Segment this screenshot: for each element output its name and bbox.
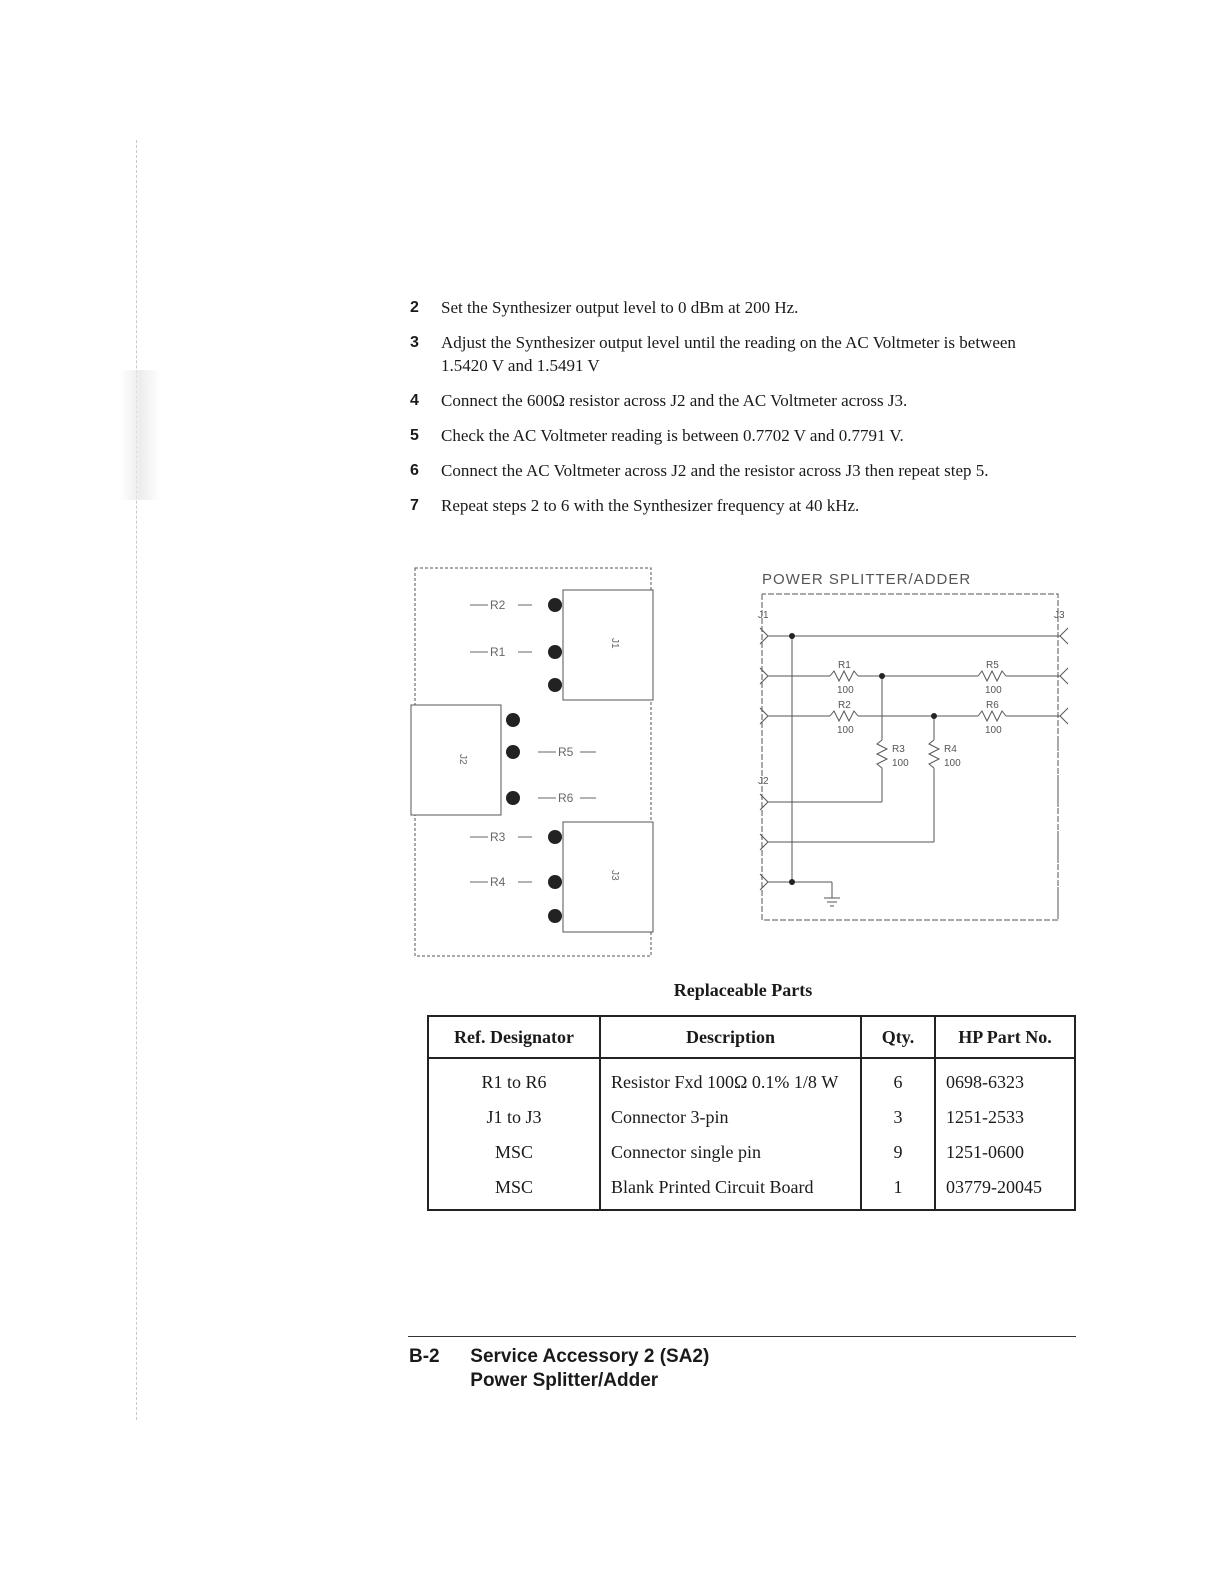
pad-dot bbox=[548, 909, 562, 923]
cell-ref: MSC bbox=[428, 1135, 600, 1170]
step-item bbox=[410, 296, 1090, 319]
cell-ref: J1 to J3 bbox=[428, 1100, 600, 1135]
cell-description: Resistor Fxd 100Ω 0.1% 1/8 W bbox=[600, 1058, 861, 1100]
step-number: 3 bbox=[410, 334, 419, 351]
column-header: Description bbox=[600, 1016, 861, 1058]
cell-ref: R1 to R6 bbox=[428, 1058, 600, 1100]
page-footer bbox=[409, 1345, 709, 1393]
step-number: 4 bbox=[410, 392, 419, 409]
replaceable-parts-table bbox=[427, 1015, 1076, 1211]
schematic-r2-name: R2 bbox=[838, 700, 851, 711]
column-header: HP Part No. bbox=[935, 1016, 1075, 1058]
schematic-port-j2: J2 bbox=[758, 776, 769, 787]
step-item bbox=[410, 389, 1090, 412]
schematic-r3-name: R3 bbox=[892, 744, 905, 755]
pad-dot bbox=[548, 598, 562, 612]
schematic-r2-value: 100 bbox=[837, 725, 854, 736]
procedure-steps bbox=[410, 296, 1090, 529]
cell-ref: MSC bbox=[428, 1170, 600, 1210]
schematic-r6-name: R6 bbox=[986, 700, 999, 711]
schematic-frame bbox=[762, 594, 1058, 920]
step-text: Set the Synthesizer output level to 0 dBm at 200 Hz. bbox=[441, 298, 799, 317]
table-row bbox=[428, 1170, 1075, 1210]
cell-qty: 9 bbox=[861, 1135, 935, 1170]
step-number: 2 bbox=[410, 299, 419, 316]
schematic-r1-value: 100 bbox=[837, 685, 854, 696]
table-row bbox=[428, 1135, 1075, 1170]
step-text: Connect the 600Ω resistor across J2 and the AC Voltmeter across J3. bbox=[441, 391, 908, 410]
pad-dot bbox=[548, 875, 562, 889]
pad-dot bbox=[548, 678, 562, 692]
layout-label-r3: R3 bbox=[490, 830, 506, 844]
cell-description: Connector 3-pin bbox=[600, 1100, 861, 1135]
board-layout-diagram bbox=[411, 568, 653, 956]
junction-dot bbox=[789, 879, 795, 885]
schematic-r5-value: 100 bbox=[985, 685, 1002, 696]
layout-label-j3: J3 bbox=[609, 870, 620, 881]
layout-label-r2: R2 bbox=[490, 598, 506, 612]
layout-label-j2: J2 bbox=[457, 754, 468, 765]
diagrams-area bbox=[400, 560, 1100, 970]
layout-label-r4: R4 bbox=[490, 875, 506, 889]
schematic-r1-name: R1 bbox=[838, 660, 851, 671]
table-header-row bbox=[428, 1016, 1075, 1058]
cell-part-number: 0698-6323 bbox=[935, 1058, 1075, 1100]
schematic-r5-name: R5 bbox=[986, 660, 999, 671]
junction-dot bbox=[879, 673, 885, 679]
scan-page-edge bbox=[136, 140, 137, 1420]
layout-label-r1: R1 bbox=[490, 645, 506, 659]
step-number: 6 bbox=[410, 462, 419, 479]
step-text: Repeat steps 2 to 6 with the Synthesizer frequency at 40 kHz. bbox=[441, 496, 860, 515]
schematic-r6-value: 100 bbox=[985, 725, 1002, 736]
layout-label-r6: R6 bbox=[558, 791, 574, 805]
step-text: Connect the AC Voltmeter across J2 and the resistor across J3 then repeat step 5. bbox=[441, 461, 989, 480]
schematic-title: POWER SPLITTER/ADDER bbox=[762, 571, 972, 588]
connector-j3-block bbox=[563, 822, 653, 932]
schematic-r4-value: 100 bbox=[944, 758, 961, 769]
circuit-diagrams bbox=[400, 560, 1100, 970]
table-row bbox=[428, 1100, 1075, 1135]
pad-dot bbox=[506, 713, 520, 727]
cell-description: Blank Printed Circuit Board bbox=[600, 1170, 861, 1210]
cell-qty: 3 bbox=[861, 1100, 935, 1135]
step-item bbox=[410, 424, 1090, 447]
connector-j2-block bbox=[411, 705, 501, 815]
schematic-port-j1: J1 bbox=[758, 610, 769, 621]
footer-rule bbox=[408, 1336, 1076, 1337]
table-title: Replaceable Parts bbox=[673, 980, 813, 1000]
cell-part-number: 1251-2533 bbox=[935, 1100, 1075, 1135]
scan-smudge bbox=[120, 370, 160, 500]
step-item bbox=[410, 459, 1090, 482]
pad-dot bbox=[506, 791, 520, 805]
pad-dot bbox=[506, 745, 520, 759]
connector-j1-block bbox=[563, 590, 653, 700]
cell-qty: 6 bbox=[861, 1058, 935, 1100]
step-item bbox=[410, 494, 1090, 517]
page-number: B-2 bbox=[409, 1346, 440, 1367]
table-row bbox=[428, 1058, 1075, 1100]
footer-titles bbox=[470, 1345, 709, 1393]
pad-dot bbox=[548, 830, 562, 844]
pad-dot bbox=[548, 645, 562, 659]
column-header: Ref. Designator bbox=[428, 1016, 600, 1058]
schematic-r4-name: R4 bbox=[944, 744, 957, 755]
schematic-port-j3: J3 bbox=[1054, 610, 1065, 621]
cell-part-number: 03779-20045 bbox=[935, 1170, 1075, 1210]
column-header: Qty. bbox=[861, 1016, 935, 1058]
junction-dot bbox=[789, 633, 795, 639]
cell-qty: 1 bbox=[861, 1170, 935, 1210]
footer-subtitle: Power Splitter/Adder bbox=[470, 1370, 659, 1391]
step-number: 5 bbox=[410, 427, 419, 444]
step-item bbox=[410, 331, 1090, 377]
cell-part-number: 1251-0600 bbox=[935, 1135, 1075, 1170]
step-number: 7 bbox=[410, 497, 419, 514]
step-text: Check the AC Voltmeter reading is between 0.7702 V and 0.7791 V. bbox=[441, 426, 904, 445]
schematic-r3-value: 100 bbox=[892, 758, 909, 769]
cell-description: Connector single pin bbox=[600, 1135, 861, 1170]
junction-dot bbox=[931, 713, 937, 719]
step-text: Adjust the Synthesizer output level until the reading on the AC Voltmeter is between 1.5420 V and 1.5491 V bbox=[441, 333, 1016, 375]
footer-title: Service Accessory 2 (SA2) bbox=[470, 1346, 710, 1367]
solder-pads bbox=[506, 598, 562, 923]
layout-label-r5: R5 bbox=[558, 745, 574, 759]
schematic-diagram bbox=[758, 571, 1068, 920]
layout-label-j1: J1 bbox=[609, 638, 620, 649]
